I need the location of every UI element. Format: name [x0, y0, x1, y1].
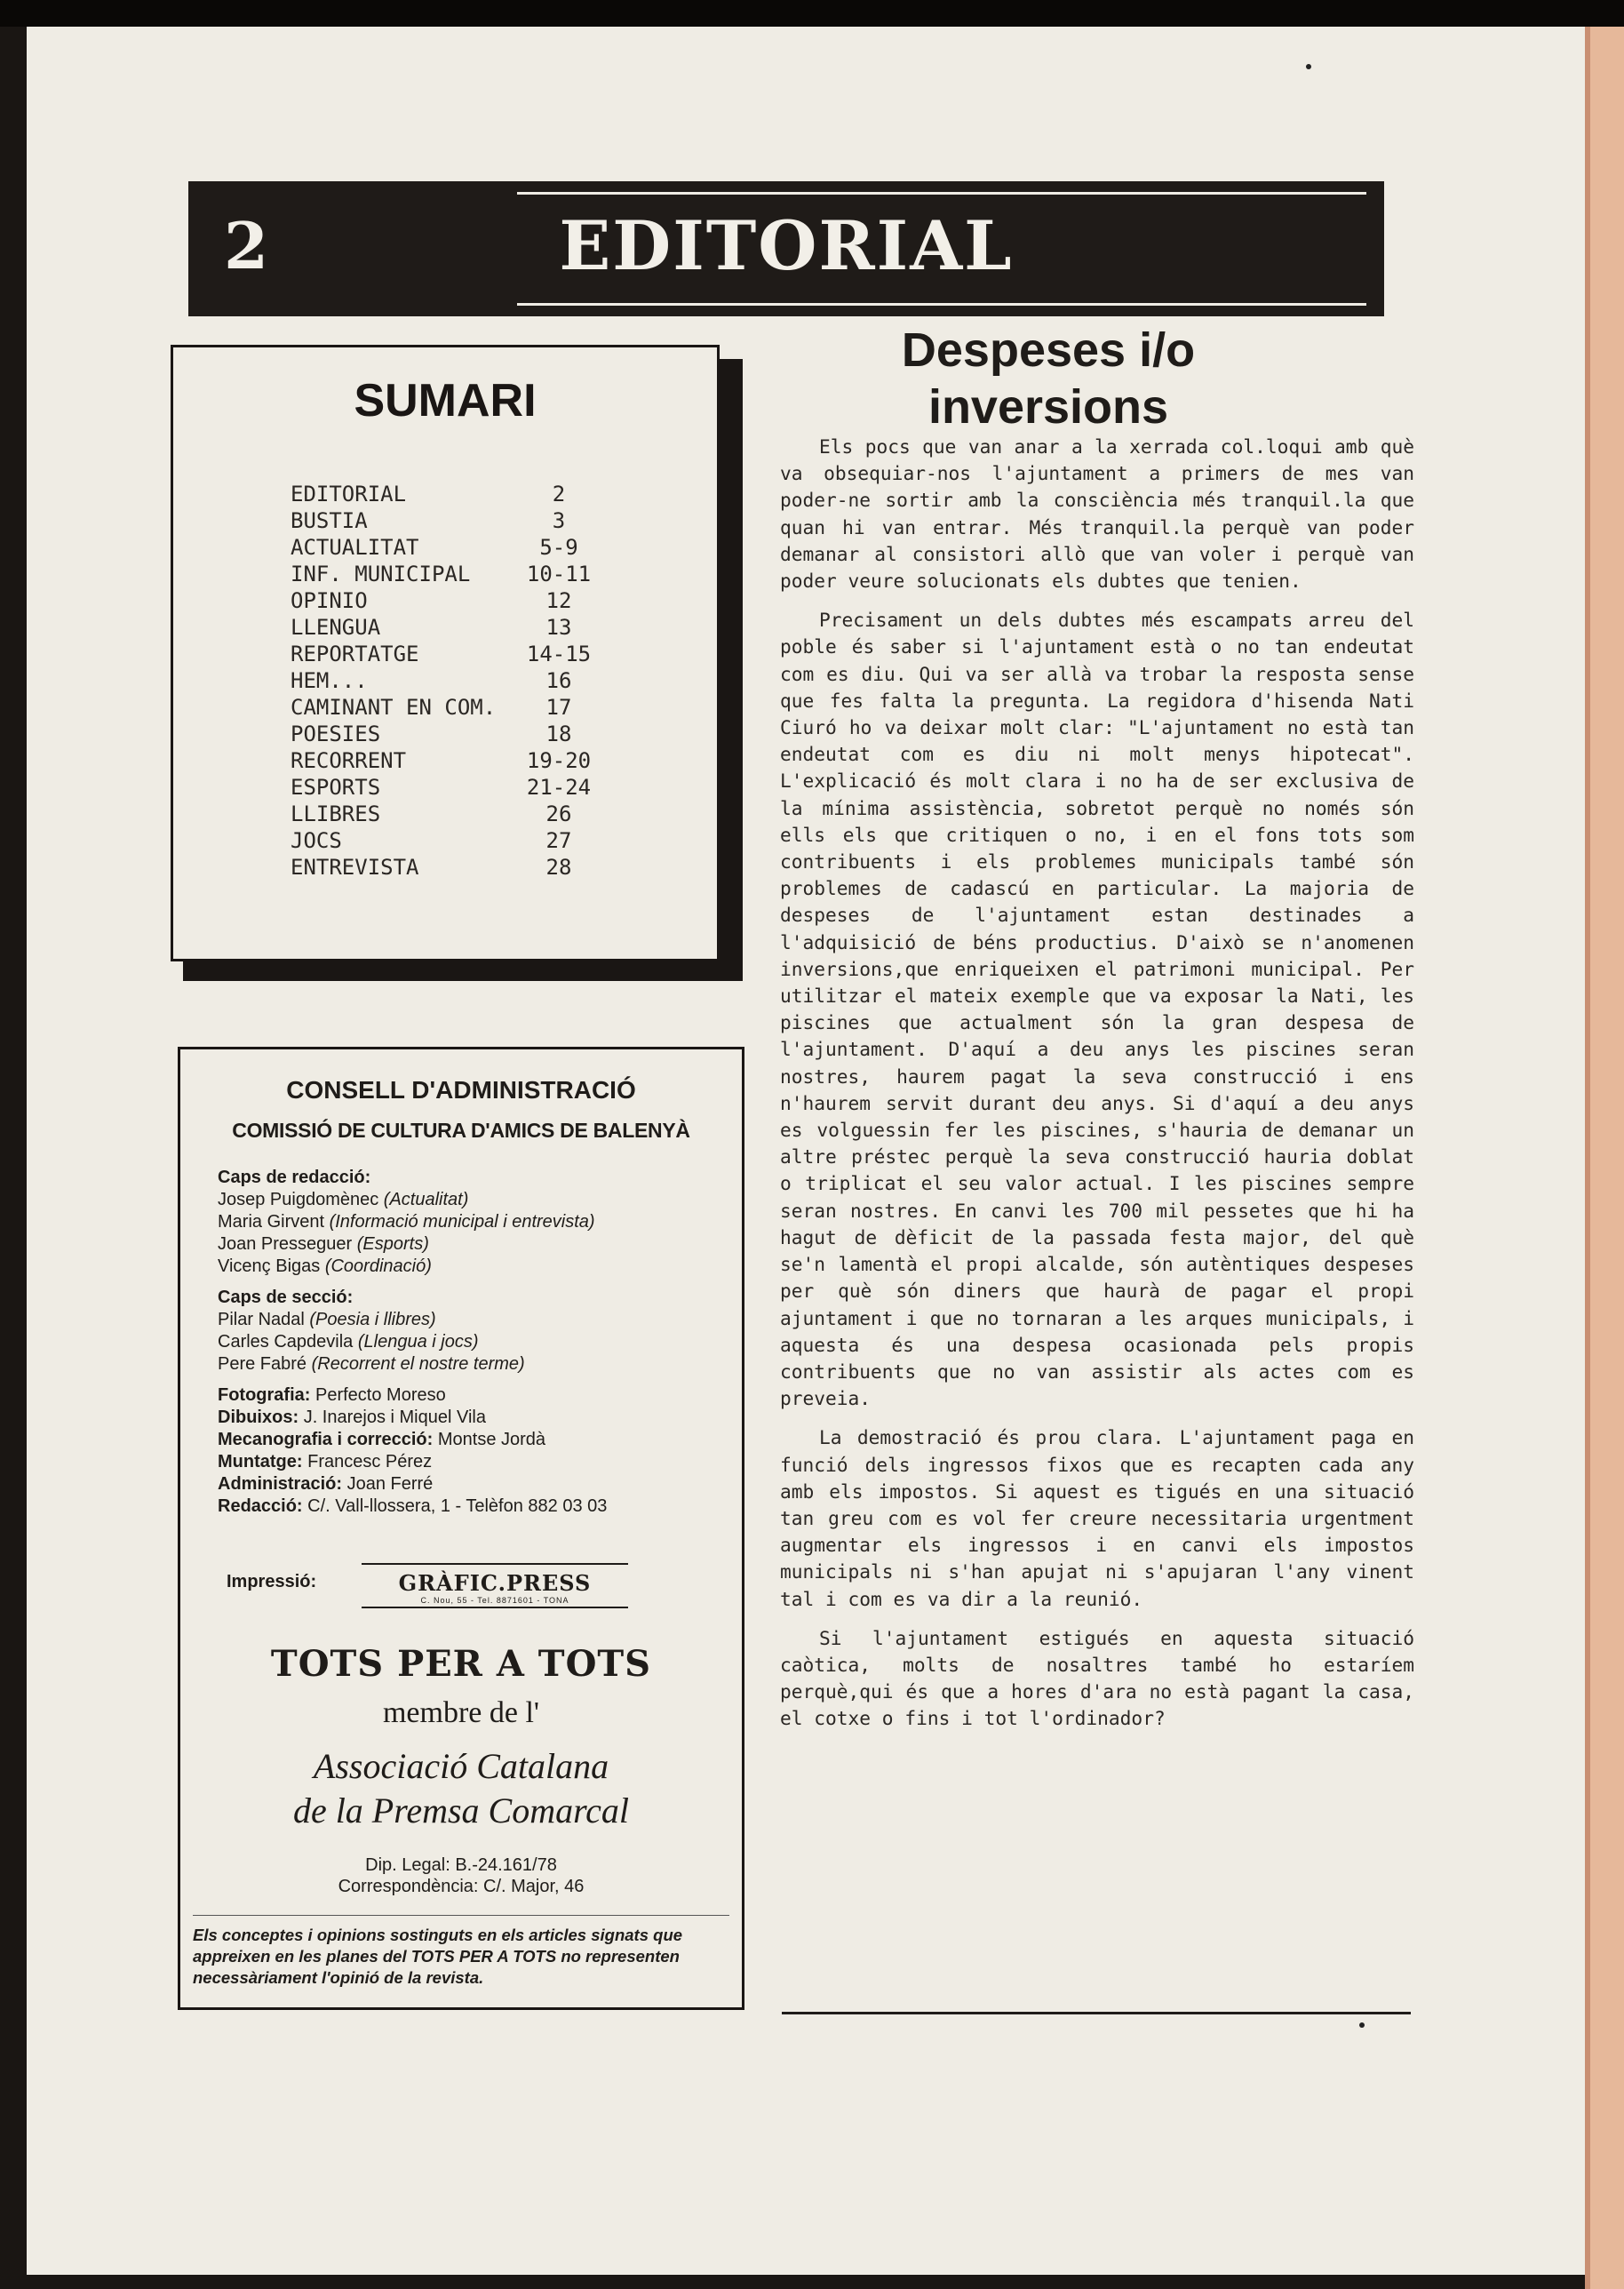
membership-line: membre de l'	[382, 1696, 540, 1729]
toc-list	[291, 481, 664, 881]
toc-item: INF. MUNICIPAL 10-11	[291, 562, 592, 586]
toc-item: BUSTIA 3	[291, 508, 566, 533]
credit-line: Redacció: C/. Vall-llossera, 1 - Telèfon 882 03 03	[218, 1496, 608, 1516]
toc-item: ESPORTS 21-24	[291, 775, 592, 800]
toc-item: OPINIO 12	[291, 588, 572, 613]
toc-item: EDITORIAL 2	[291, 482, 566, 506]
credit-line: Mecanografia i correcció: Montse Jordà	[218, 1430, 546, 1449]
section-title: EDITORIAL	[559, 206, 1014, 285]
magazine-name: TOTS PER A TOTS	[270, 1643, 652, 1685]
article-paragraph: Si l'ajuntament estigués en aquesta situació caòtica, molts de nosaltres també ho estaríem perquè,qui és que a hores d'ara no està pagant la casa, el cotxe o fins i tot l'ordinador?	[780, 1626, 1414, 1730]
credit-line: Pere Fabré (Recorrent el nostre terme)	[218, 1354, 525, 1374]
article-end-rule	[782, 2012, 1411, 2014]
credit-line: Dibuixos: J. Inarejos i Miquel Vila	[218, 1408, 486, 1427]
credit-line: Vicenç Bigas (Coordinació)	[218, 1256, 432, 1276]
toc-item: POESIES 18	[291, 722, 572, 746]
next-page-edge	[1585, 27, 1624, 2289]
credits-list: Caps de redacció: Josep Puigdomènec (Actualitat) Maria Girvent (Informació municipal i entrevista) Joan Presseguer (Esports) Vicenç Bigas (Coordinació) Caps de secció: Pilar Nadal (Poesia i llibres) Carles Capdevila (Llengua i jocs) Pere Fabré (Recorrent el nostre terme) Fotografia: Perfecto Moreso Dibuixos: J. Inarejos i Miquel Vila Mecanografia i correcció: Montse Jordà Muntatge: Francesc Pérez Administració: Joan Ferré Redacció: C/. Vall-llossera, 1 - Telèfon 882 03 03	[218, 1167, 742, 1518]
credits-subtitle: COMISSIÓ DE CULTURA D'AMICS DE BALENYÀ	[232, 1119, 690, 1142]
disclaimer: Els conceptes i opinions sostinguts en els articles signats que appreixen en les planes del TOTS PER A TOTS no representen necessàriament l'opinió de la revista.	[193, 1915, 729, 1989]
article-paragraph: Els pocs que van anar a la xerrada col.loqui amb què va obsequiar-nos l'ajuntament a primers de mes van poder-ne sortir amb la consciència més tranquil.la que quan hi van entrar. Més tranquil.la perquè van poder demanar al consistori allò que van voler i perquè van poder veure solucionats els dubtes que tenien.	[780, 435, 1414, 593]
toc-item: CAMINANT EN COM. 17	[291, 695, 572, 720]
article-title: Despeses i/o inversions	[901, 323, 1196, 434]
impressio-label: Impressió:	[227, 1572, 317, 1591]
page-number: 2	[224, 208, 269, 283]
toc-item: ACTUALITAT 5-9	[291, 535, 578, 560]
print-speck	[1359, 2022, 1365, 2028]
credits-box	[178, 1047, 744, 2010]
credit-line: Muntatge: Francesc Pérez	[218, 1452, 433, 1472]
toc-item: RECORRENT 19-20	[291, 748, 592, 773]
article-body	[780, 434, 1414, 1745]
toc-item: JOCS 27	[291, 828, 572, 853]
article-paragraph: La demostració és prou clara. L'ajuntament paga en funció dels ingressos fixos que es recapten cada any amb els impostos. Si aquest es tigués en una situació tan greu com es vol fer creure necessitaria urgentment augmentar els ingressos i en canvi els impostos municipals ni s'han apujat ni s'apujaran l'any vinent tal i com es va dir a la reunió.	[780, 1426, 1414, 1610]
section-header	[188, 181, 1384, 316]
toc-item: REPORTATGE 14-15	[291, 642, 592, 666]
toc-title: SUMARI	[354, 375, 537, 427]
toc-item: HEM... 16	[291, 668, 572, 693]
credit-line: Joan Presseguer (Esports)	[218, 1234, 429, 1254]
toc-item: LLENGUA 13	[291, 615, 572, 640]
credit-line: Fotografia: Perfecto Moreso	[218, 1385, 446, 1405]
toc-item: LLIBRES 26	[291, 802, 572, 826]
credit-line: Josep Puigdomènec (Actualitat)	[218, 1190, 469, 1209]
credit-line: Administració: Joan Ferré	[218, 1474, 434, 1494]
scan-background	[0, 0, 1624, 27]
legal-info: Dip. Legal: B.-24.161/78 Correspondència: C/. Major, 46	[338, 1855, 585, 1896]
article-paragraph: Precisament un dels dubtes més escampats arreu del poble és saber si l'ajuntament està o no tan endeutat com es diu. Qui va ser allà va trobar la resposta sense que fes falta la pregunta. La regidora d'hisenda Nati Ciuró ho va deixar molt clar: "L'ajuntament no està tan endeutat com es diu ni molt menys hipotecat". L'explicació és molt clara i no ha de ser exclusiva de la mínima assistència, sobretot perquè no només són ells els que critiquen o no, i en el fons tots som contribuents i els problemes municipals també són problemes de cadascú en particular. La majoria de despeses de l'ajuntament estan destinades a l'adquisició de béns productius. D'això se n'anomenen inversions,que enriqueixen el patrimoni municipal. Per utilitzar el mateix exemple que va exposar la Nati, les piscines que actualment són la gran despesa de l'ajuntament. D'aquí a deu anys les piscines seran nostres, haurem pagat la seva construcció i ens n'haurem servit durant deu anys. Si d'aquí a deu anys es volguessin fer les piscines, s'hauria de demanar un altre préstec perquè la seva construcció hauria doblat o triplicat el seu valor actual. I les piscines sempre seran nostres. En canvi les 700 mil pessetes que hi ha hagut de dèficit de la passada festa major, del què se'n lamentà el propi alcalde, són autèntiques despeses per què són diners que haurà de pagar el propi ajuntament i que no tornaran a les arques municipals, i aquesta és una despesa ocasionada pels propis contribuents que no van assistir als actes com es preveia.	[780, 609, 1414, 1410]
toc-item: ENTREVISTA 28	[291, 855, 572, 880]
print-speck	[1306, 64, 1311, 69]
credits-title: CONSELL D'ADMINISTRACIÓ	[286, 1076, 636, 1104]
credit-line: Pilar Nadal (Poesia i llibres)	[218, 1310, 436, 1329]
credit-line: Carles Capdevila (Llengua i jocs)	[218, 1332, 479, 1352]
printer-logo: GRÀFIC.PRESS C. Nou, 55 - Tel. 8871601 - TONA	[362, 1563, 628, 1608]
table-of-contents	[171, 345, 720, 961]
association-logo: Associació Catalana de la Premsa Comarcal	[292, 1746, 630, 1830]
credit-line: Maria Girvent (Informació municipal i entrevista)	[218, 1212, 595, 1232]
